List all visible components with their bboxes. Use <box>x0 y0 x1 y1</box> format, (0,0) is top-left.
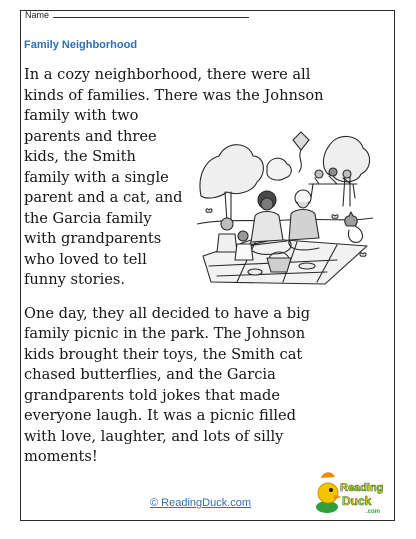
story-line: family with a single <box>24 168 169 186</box>
name-label: Name <box>25 10 50 20</box>
story-line: chased butterflies, and the Garcia <box>24 366 276 383</box>
story-line: moments! <box>24 448 98 465</box>
picnic-illustration <box>197 126 373 288</box>
paragraph-2 <box>24 304 369 468</box>
story-line: parents and three <box>24 127 157 145</box>
story-line: One day, they all decided to have a big <box>24 304 311 322</box>
story-line: parent and a cat, and <box>24 189 183 206</box>
story-line: funny stories. <box>24 271 126 288</box>
story-line: kids brought their toys, the Smith cat <box>24 345 303 363</box>
story-title: Family Neighborhood <box>24 39 138 51</box>
story-line: the Garcia family <box>24 209 152 227</box>
story-line: family picnic in the park. The Johnson <box>24 325 306 342</box>
logo-word-reading: Reading <box>340 482 384 494</box>
story-line: family with two <box>24 107 139 124</box>
name-line <box>53 17 249 18</box>
story-line: with grandparents <box>24 230 162 247</box>
logo-suffix: .com <box>366 509 381 515</box>
readingduck-logo <box>314 467 384 517</box>
story-line: grandparents told jokes that made <box>24 386 281 404</box>
story-line: kids, the Smith <box>24 148 136 165</box>
story-line: kinds of families. There was the Johnson <box>24 86 324 104</box>
story-line: In a cozy neighborhood, there were all <box>24 66 311 83</box>
logo-word-duck: Duck <box>342 494 372 508</box>
story-line: everyone laugh. It was a picnic filled <box>24 407 297 424</box>
story-line: with love, laughter, and lots of silly <box>24 427 284 445</box>
name-field[interactable] <box>25 10 249 20</box>
readingduck-link[interactable]: © ReadingDuck.com <box>150 497 252 509</box>
story-line: who loved to tell <box>24 250 147 268</box>
